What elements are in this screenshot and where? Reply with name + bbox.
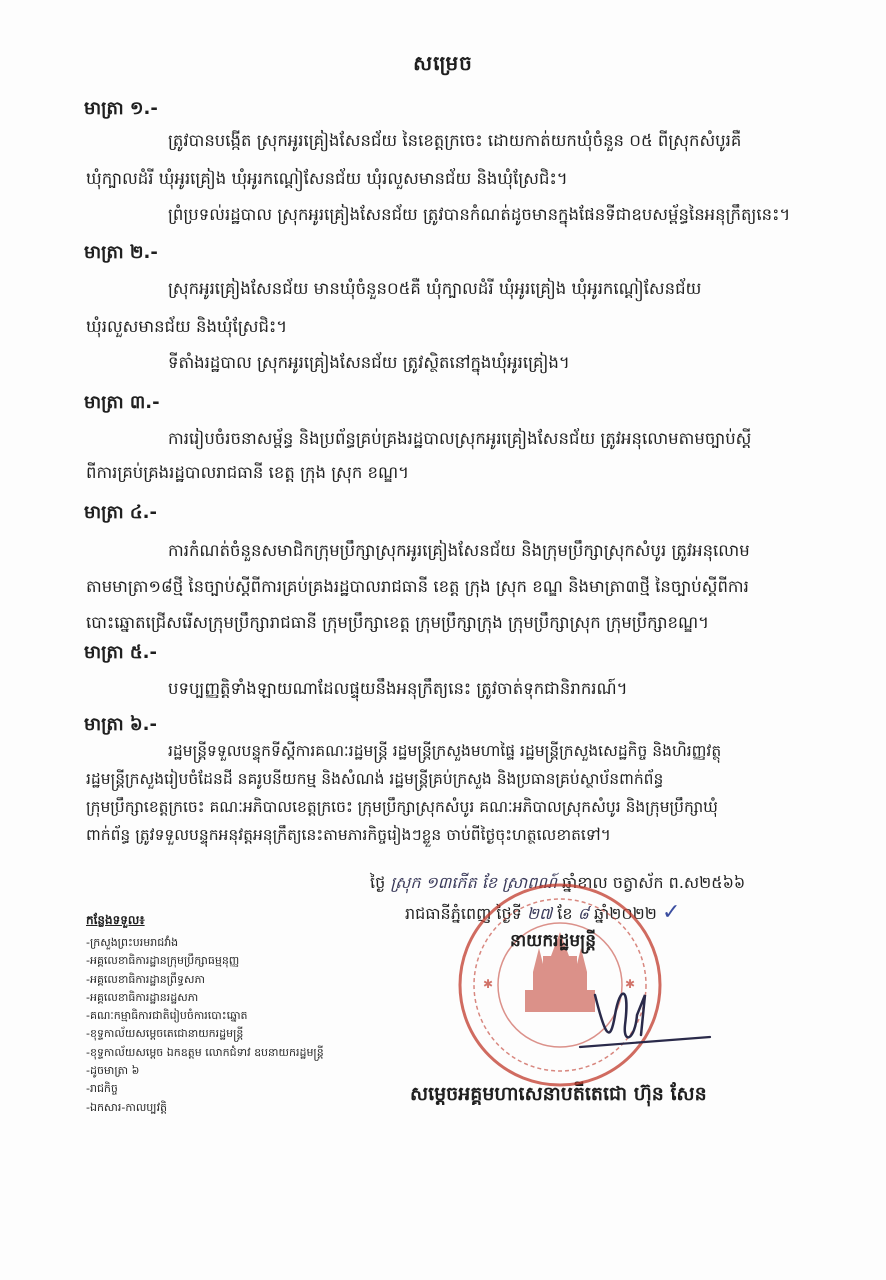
svg-text:✱: ✱ (483, 977, 494, 991)
recipient-item: -ខុទ្ទកាល័យសម្តេចតេជោនាយករដ្ឋមន្ត្រី (86, 1027, 244, 1041)
article-1-paragraph-1-line-2: ឃុំក្បាលដំរី ឃុំអូរគ្រៀង ឃុំអូរកណ្តៀសែនជ័យ ឃុំរលួសមានជ័យ និងឃុំស្រែជិះ។ (86, 169, 568, 188)
signer-name: សម្តេចអគ្គមហាសេនាបតីតេជោ ហ៊ុន សែន (410, 1083, 707, 1105)
article-2-paragraph-1-line-2: ឃុំរលួសមានជ័យ និងឃុំស្រែជិះ។ (86, 317, 288, 336)
lunar-date-suffix: ឆ្នាំខាល ចត្វាស័ក ព.ស២៥៦៦ (562, 873, 746, 892)
recipients-list (86, 912, 326, 1117)
lunar-date-prefix: ថ្ងៃ (370, 873, 386, 892)
article-2-heading: មាត្រា ២.- (84, 242, 158, 263)
article-2-paragraph-1-line-1: ស្រុកអូរគ្រៀងសែនជ័យ មានឃុំចំនួន០៥គឺ ឃុំក្បាលដំរី ឃុំអូរគ្រៀង ឃុំអូរកណ្តៀសែនជ័យ (168, 279, 702, 298)
recipient-item: -រាជកិច្ច (86, 1082, 118, 1096)
article-4-paragraph-1-line-3: បោះឆ្នោតជ្រើសរើសក្រុមប្រឹក្សារាជធានី ក្រុមប្រឹក្សាខេត្ត ក្រុមប្រឹក្សាក្រុង ក្រុមប្រឹក្សាស្រុក ក្រុមប្រឹក្សាខណ្ឌ។ (86, 613, 710, 632)
recipient-item: -អគ្គលេខាធិការដ្ឋានព្រឹទ្ធសភា (86, 972, 205, 986)
handwritten-signature (575, 975, 715, 1055)
recipient-item: -ខុទ្ទកាល័យសម្តេច ឯកឧត្តម លោកជំទាវ ឧបនាយករដ្ឋមន្ត្រី (86, 1045, 324, 1059)
document-title: សម្រេច (413, 51, 473, 75)
article-1-paragraph-2-line-1: ព្រំប្រទល់រដ្ឋបាល ស្រុកអូរគ្រៀងសែនជ័យ ត្រូវបានកំណត់ដូចមានក្នុងផែនទីជាឧបសម្ព័ន្ធនៃអនុក្រឹត្យនេះ។ (168, 205, 791, 224)
solar-date-year: ឆ្នាំ២០២២ (593, 904, 657, 923)
article-6-paragraph-1-line-2: រដ្ឋមន្ត្រីក្រសួងរៀបចំដែនដី នគរូបនីយកម្ម និងសំណង់ រដ្ឋមន្ត្រីគ្រប់ក្រសួង និងប្រធានគ្រប់ស្ថាប័នពាក់ព័ន្ធ (86, 770, 664, 788)
article-4-paragraph-1-line-2: តាមមាត្រា១៨ថ្មី នៃច្បាប់ស្តីពីការគ្រប់គ្រងរដ្ឋបាលរាជធានី ខេត្ត ក្រុង ស្រុក ខណ្ឌ និងមាត្រា៣ថ្មី នៃច្បាប់ស្តីពីការ (86, 577, 749, 596)
recipient-item: -ក្រសួងព្រះបរមរាជវាំង (86, 936, 179, 949)
article-1-paragraph-1-line-1: ត្រូវបានបង្កើត ស្រុកអូរគ្រៀងសែនជ័យ នៃខេត្តក្រចេះ ដោយកាត់យកឃុំចំនួន ០៥ ពីស្រុកសំបូរគឺ (168, 131, 742, 150)
article-4-paragraph-1-line-1: ការកំណត់ចំនួនសមាជិកក្រុមប្រឹក្សាស្រុកអូរគ្រៀងសែនជ័យ និងក្រុមប្រឹក្សាស្រុកសំបូរ ត្រូវអនុលោម (168, 541, 750, 560)
check-mark-icon: ✓ (661, 900, 681, 925)
recipient-item: -គណៈកម្មាធិការជាតិរៀបចំការបោះឆ្នោត (86, 1009, 248, 1023)
article-3-heading: មាត្រា ៣.- (84, 392, 160, 413)
article-6-paragraph-1-line-1: រដ្ឋមន្ត្រីទទួលបន្ទុកទីស្តីការគណៈរដ្ឋមន្ត្រី រដ្ឋមន្ត្រីក្រសួងមហាផ្ទៃ រដ្ឋមន្ត្រីក្រសួងសេដ្ឋកិច្ច និងហិរញ្ញវត្ថុ (168, 742, 722, 760)
recipient-item: -អគ្គលេខាធិការដ្ឋានរដ្ឋសភា (86, 990, 199, 1004)
recipients-title: កន្លែងទទួល៖ (86, 913, 145, 927)
article-3-paragraph-1-line-1: ការរៀបចំរចនាសម្ព័ន្ធ និងប្រព័ន្ធគ្រប់គ្រងរដ្ឋបាលស្រុកអូរគ្រៀងសែនជ័យ ត្រូវអនុលោមតាមច្បាប់ស្តី (168, 429, 752, 448)
article-6-paragraph-1-line-3: ក្រុមប្រឹក្សាខេត្តក្រចេះ គណៈអភិបាលខេត្តក្រចេះ ក្រុមប្រឹក្សាស្រុកសំបូរ គណៈអភិបាលស្រុកសំបូរ និងក្រុមប្រឹក្សាឃុំ (86, 798, 718, 816)
article-5-heading: មាត្រា ៥.- (84, 642, 157, 663)
solar-date-day: ២៧ (526, 904, 553, 923)
article-3-paragraph-1-line-2: ពីការគ្រប់គ្រងរដ្ឋបាលរាជធានី ខេត្ត ក្រុង ស្រុក ខណ្ឌ។ (86, 463, 410, 482)
recipient-item: -ដូចមាត្រា ៦ (86, 1064, 140, 1078)
svg-text:✱: ✱ (625, 977, 636, 991)
solar-date-month-label: ខែ (557, 904, 573, 923)
article-5-paragraph-1-line-1: បទប្បញ្ញត្តិទាំងឡាយណាដែលផ្ទុយនឹងអនុក្រឹត្យនេះ ត្រូវចាត់ទុកជានិរាករណ៍។ (168, 679, 628, 698)
article-6-paragraph-1-line-4: ពាក់ព័ន្ធ ត្រូវទទួលបន្ទុកអនុវត្តអនុក្រឹត្យនេះតាមភារកិច្ចរៀងៗខ្លួន ចាប់ពីថ្ងៃចុះហត្ថលេខាតទៅ។ (86, 826, 611, 844)
article-2-paragraph-2-line-1: ទីតាំងរដ្ឋបាល ស្រុកអូរគ្រៀងសែនជ័យ ត្រូវស្ថិតនៅក្នុងឃុំអូរគ្រៀង។ (168, 353, 570, 372)
article-6-heading: មាត្រា ៦.- (84, 714, 157, 735)
article-1-heading: មាត្រា ១.- (84, 98, 158, 119)
solar-date-prefix: រាជធានីភ្នំពេញ ថ្ងៃទី (405, 904, 522, 923)
recipient-item: -ឯកសារ-កាលប្បវត្តិ (86, 1100, 168, 1114)
solar-date-month: ៨ (577, 904, 589, 923)
article-4-heading: មាត្រា ៤.- (84, 502, 157, 523)
recipient-item: -អគ្គលេខាធិការដ្ឋានក្រុមប្រឹក្សាធម្មនុញ្ញ (86, 954, 240, 968)
lunar-date-handwritten: ស្រុក ១៣កើត ខែ ស្រាពណ៍ (390, 873, 557, 892)
signer-position: នាយករដ្ឋមន្ត្រី (510, 931, 596, 951)
